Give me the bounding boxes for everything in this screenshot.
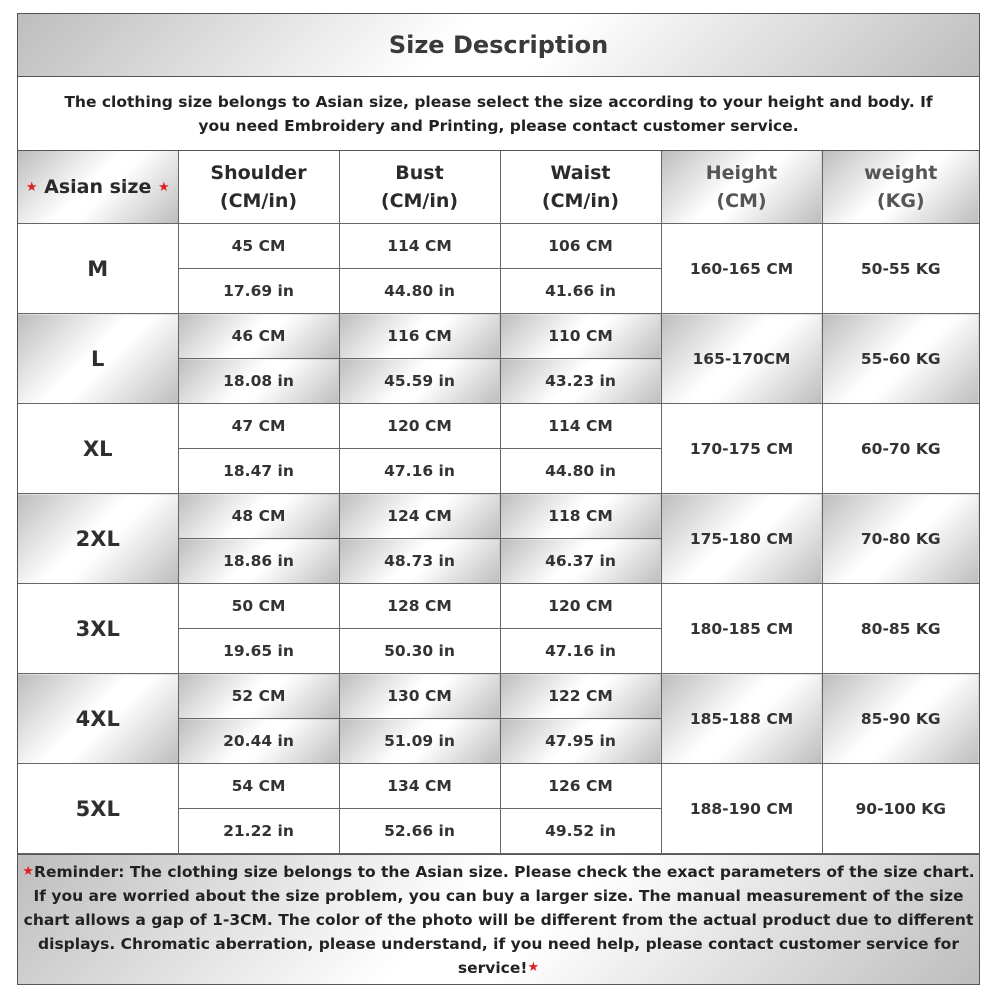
shoulder-in: 18.08 in [178,359,339,404]
header-size-label: Asian size [44,175,152,198]
size-label: 4XL [18,674,178,764]
shoulder-in: 20.44 in [178,719,339,764]
waist-in: 41.66 in [500,269,661,314]
height-range: 175-180 CM [661,494,822,584]
chart-title: Size Description [388,31,609,59]
shoulder-cm: 48 CM [178,494,339,539]
shoulder-cm: 50 CM [178,584,339,629]
waist-in: 46.37 in [500,539,661,584]
waist-cm: 114 CM [500,404,661,449]
size-label: L [18,314,178,404]
shoulder-in: 18.47 in [178,449,339,494]
header-bust-unit: (CM/in) [380,190,459,212]
star-icon: ★ [22,863,35,879]
shoulder-in: 21.22 in [178,809,339,854]
star-icon: ★ [527,959,540,975]
bust-in: 45.59 in [339,359,500,404]
weight-range: 80-85 KG [822,584,979,674]
bust-cm: 124 CM [339,494,500,539]
size-chart [17,13,980,985]
bust-cm: 130 CM [339,674,500,719]
shoulder-in: 19.65 in [178,629,339,674]
title-band [18,14,979,77]
size-table [18,151,979,854]
height-range: 160-165 CM [661,224,822,314]
table-row-cm [18,584,979,629]
reminder-band [18,854,979,984]
bust-cm: 134 CM [339,764,500,809]
bust-cm: 120 CM [339,404,500,449]
size-label: XL [18,404,178,494]
bust-in: 44.80 in [339,269,500,314]
waist-cm: 126 CM [500,764,661,809]
weight-range: 50-55 KG [822,224,979,314]
weight-range: 85-90 KG [822,674,979,764]
star-icon: ★ [158,179,170,195]
waist-in: 49.52 in [500,809,661,854]
weight-range: 60-70 KG [822,404,979,494]
bust-cm: 128 CM [339,584,500,629]
shoulder-in: 17.69 in [178,269,339,314]
table-row-cm [18,764,979,809]
weight-range: 55-60 KG [822,314,979,404]
waist-cm: 122 CM [500,674,661,719]
height-range: 180-185 CM [661,584,822,674]
header-weight-name: weight [864,162,938,184]
table-row-cm [18,494,979,539]
size-label: M [18,224,178,314]
height-range: 188-190 CM [661,764,822,854]
table-row-cm [18,404,979,449]
shoulder-cm: 46 CM [178,314,339,359]
header-weight-unit: (KG) [876,190,925,212]
header-height-unit: (CM) [716,190,767,212]
table-row-cm [18,314,979,359]
bust-cm: 114 CM [339,224,500,269]
header-height-name: Height [705,162,778,184]
waist-cm: 120 CM [500,584,661,629]
waist-in: 47.16 in [500,629,661,674]
waist-cm: 106 CM [500,224,661,269]
height-range: 170-175 CM [661,404,822,494]
shoulder-cm: 45 CM [178,224,339,269]
bust-cm: 116 CM [339,314,500,359]
header-waist-name: Waist [550,162,611,184]
bust-in: 52.66 in [339,809,500,854]
table-row-cm [18,674,979,719]
bust-in: 51.09 in [339,719,500,764]
shoulder-cm: 47 CM [178,404,339,449]
waist-in: 44.80 in [500,449,661,494]
header-size [18,151,178,224]
shoulder-cm: 52 CM [178,674,339,719]
shoulder-cm: 54 CM [178,764,339,809]
shoulder-in: 18.86 in [178,539,339,584]
height-range: 185-188 CM [661,674,822,764]
header-bust-name: Bust [395,162,444,184]
intro-note [18,77,979,151]
header-shoulder-unit: (CM/in) [219,190,298,212]
weight-range: 70-80 KG [822,494,979,584]
header-waist-unit: (CM/in) [541,190,620,212]
header-row [18,151,979,224]
header-waist [500,151,661,224]
waist-cm: 118 CM [500,494,661,539]
header-shoulder [178,151,339,224]
header-weight [822,151,979,224]
intro-note-text: The clothing size belongs to Asian size, please select the size according to your height and body. If you need Embroidery and Printing, please contact customer service. [64,92,933,135]
header-height [661,151,822,224]
waist-in: 43.23 in [500,359,661,404]
reminder-text-block [22,860,975,980]
bust-in: 47.16 in [339,449,500,494]
header-bust [339,151,500,224]
star-icon: ★ [25,179,38,195]
waist-cm: 110 CM [500,314,661,359]
table-row-cm [18,224,979,269]
bust-in: 50.30 in [339,629,500,674]
height-range: 165-170CM [661,314,822,404]
weight-range: 90-100 KG [822,764,979,854]
size-label: 5XL [18,764,178,854]
size-label: 3XL [18,584,178,674]
reminder-text: Reminder: The clothing size belongs to the Asian size. Please check the exact parameters of the size chart. If you are worried about the size problem, you can buy a larger size. The manual measurement of the size chart allows a gap of 1-3CM. The color of the photo will be different from the actual product due to different displays. Chromatic aberration, please understand, if you need help, please contact customer service for service! [23,862,975,977]
waist-in: 47.95 in [500,719,661,764]
header-shoulder-name: Shoulder [210,162,307,184]
size-label: 2XL [18,494,178,584]
bust-in: 48.73 in [339,539,500,584]
